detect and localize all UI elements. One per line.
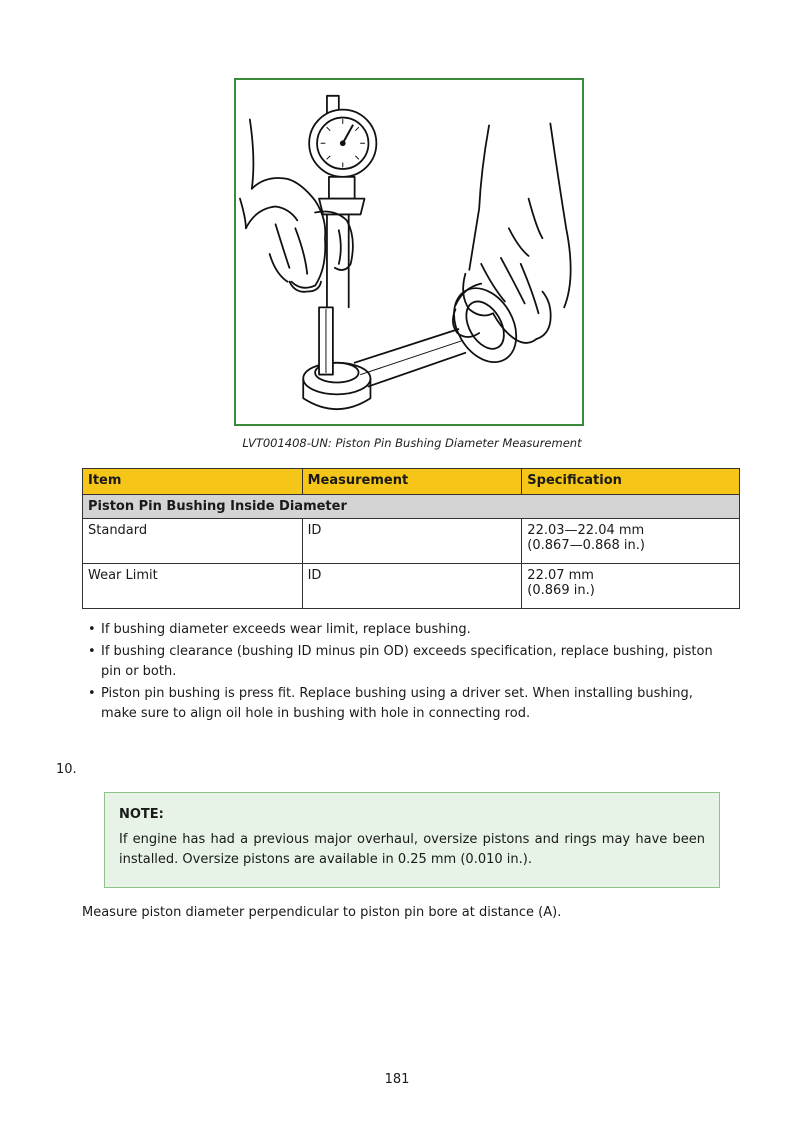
row-measurement: ID: [302, 564, 522, 609]
row-measurement: ID: [302, 519, 522, 564]
spec-metric: 22.03—22.04 mm: [527, 523, 645, 538]
note-box: [104, 792, 720, 888]
table-row: [83, 519, 740, 564]
instruction-text: Measure piston diameter perpendicular to piston pin bore at distance (A).: [82, 905, 562, 920]
specification-table: [82, 468, 740, 609]
page-number: 181: [384, 1072, 410, 1087]
note-title: NOTE:: [119, 807, 164, 822]
spec-metric: 22.07 mm: [527, 568, 594, 583]
table-section-row: [83, 495, 740, 519]
column-header-measurement: Measurement: [302, 469, 522, 495]
table-header-row: [83, 469, 740, 495]
row-item: Wear Limit: [83, 564, 303, 609]
note-text: If engine has had a previous major overhaul, oversize pistons and rings may have been installed. Oversize pistons are available in 0.25 mm (0.010 in.).: [119, 832, 705, 867]
bullet-item: • If bushing diameter exceeds wear limit, replace bushing.: [86, 620, 726, 640]
figure-frame: [234, 78, 584, 426]
spec-imperial: (0.867—0.868 in.): [527, 538, 645, 553]
step-number: 10.: [56, 762, 77, 777]
figure-caption: LVT001408-UN: Piston Pin Bushing Diameter Measurement: [242, 436, 582, 450]
column-header-item: Item: [83, 469, 303, 495]
spec-imperial: (0.869 in.): [527, 583, 595, 598]
bore-gauge-illustration: [236, 80, 582, 424]
section-title: Piston Pin Bushing Inside Diameter: [83, 495, 740, 519]
bullet-item: • Piston pin bushing is press fit. Replace bushing using a driver set. When installing bushing, make sure to align oil hole in bushing with hole in connecting rod.: [86, 684, 726, 724]
row-item: Standard: [83, 519, 303, 564]
row-specification: [522, 519, 740, 564]
bullet-list: [86, 620, 726, 726]
table-row: [83, 564, 740, 609]
row-specification: [522, 564, 740, 609]
column-header-specification: Specification: [522, 469, 740, 495]
bullet-item: • If bushing clearance (bushing ID minus pin OD) exceeds specification, replace bushing, piston pin or both.: [86, 642, 726, 682]
